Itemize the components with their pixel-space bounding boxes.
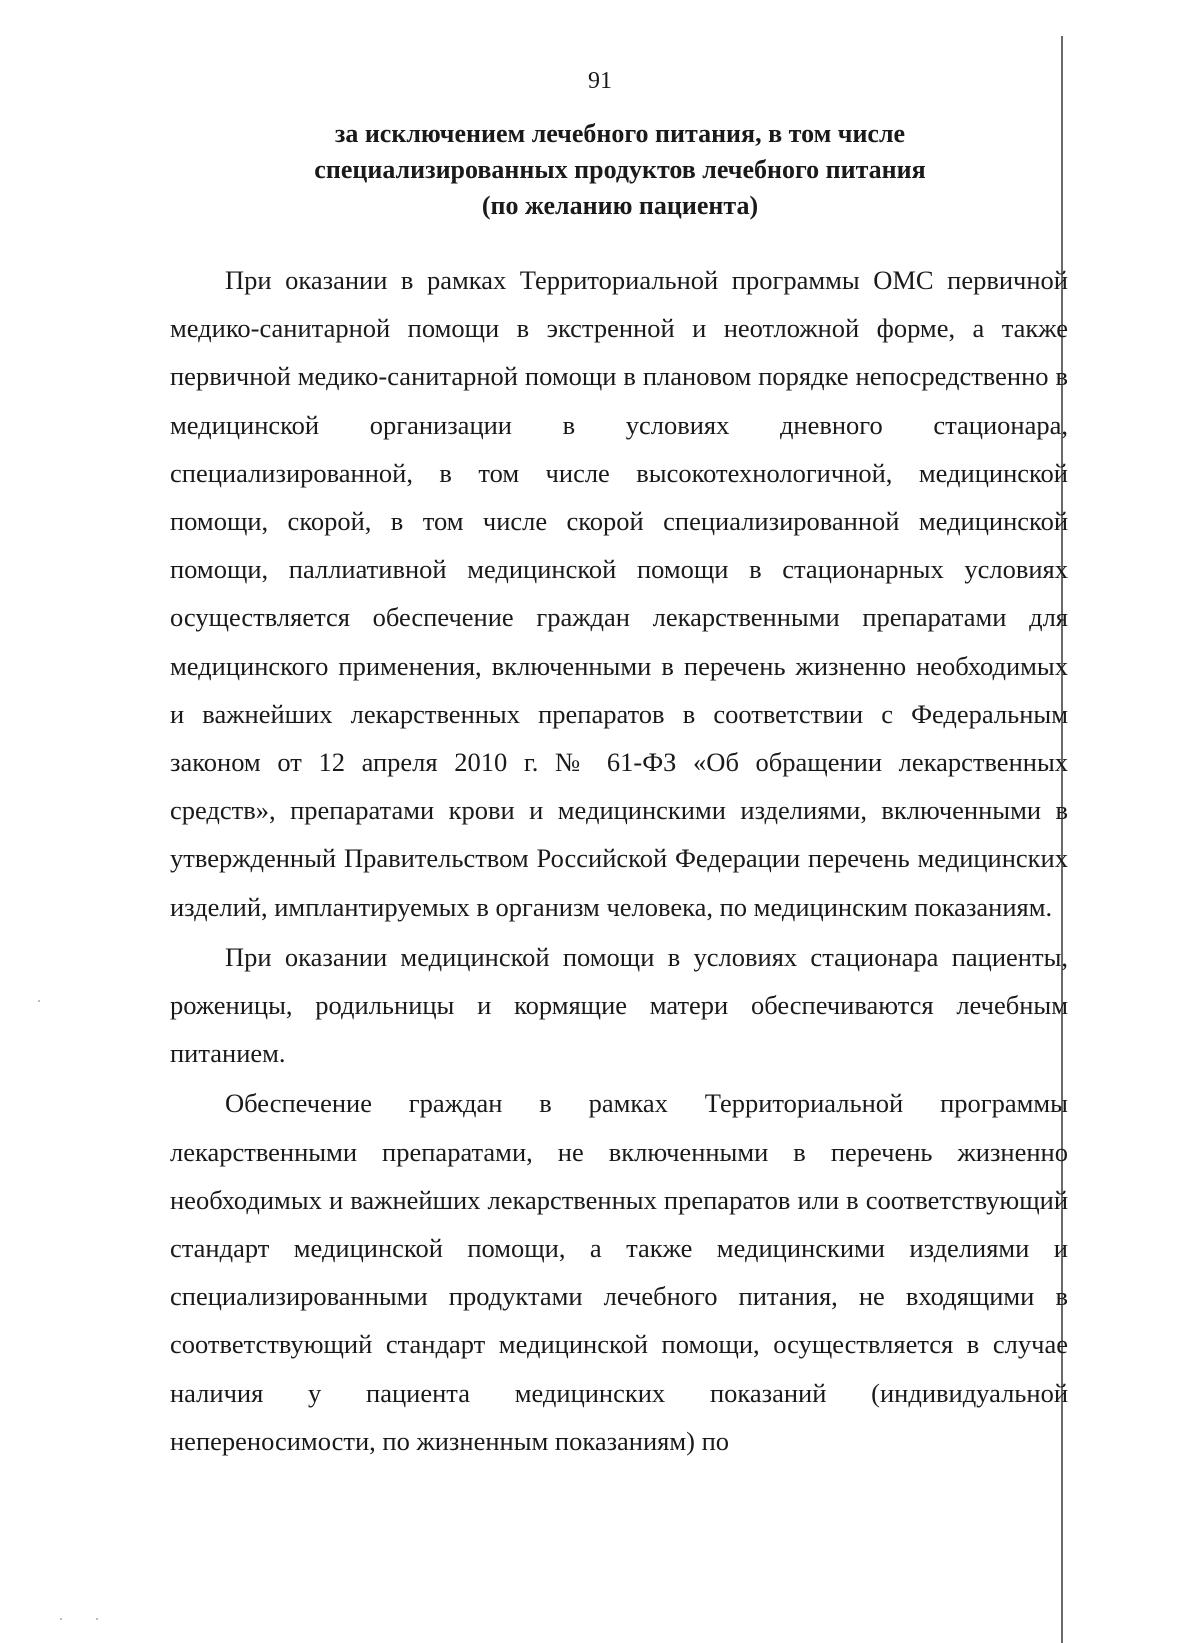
- scan-speck: [60, 1618, 62, 1620]
- scan-speck: [96, 1618, 98, 1620]
- scan-speck: [38, 1000, 40, 1002]
- paragraph: При оказании медицинской помощи в условиях стационара пациенты, роженицы, родильницы и кормящие матери обеспечиваются лечебным питанием.: [170, 941, 1068, 1069]
- body-text: [170, 256, 1068, 1465]
- heading-line: за исключением лечебного питания, в том числе: [334, 119, 906, 148]
- paragraph: При оказании в рамках Территориальной программы ОМС первичной медико-санитарной помощи в экстренной и неотложной форме, а также первичной медико-санитарной помощи в плановом порядке непосредственно в медицинской организации в условиях дневного стационара, специализированной, в том числе высокотехнологичной, медицинской помощи, скорой, в том числе скорой специализированной медицинской помощи, паллиативной медицинской помощи в стационарных условиях осуществляется обеспечение граждан лекарственными препаратами для медицинского применения, включенными в перечень жизненно необходимых и важнейших лекарственных препаратов в соответствии с Федеральным законом от 12 апреля 2010 г. № 61-ФЗ «Об обращении лекарственных средств», препаратами крови и медицинскими изделиями, включенными в утвержденный Правительством Российской Федерации перечень медицинских изделий, имплантируемых в организм человека, по медицинским показаниям.: [170, 265, 1068, 922]
- heading-line: (по желанию пациента): [481, 191, 759, 220]
- page-number: 91: [588, 68, 612, 94]
- paragraph: Обеспечение граждан в рамках Территориальной программы лекарственными препаратами, не включенными в перечень жизненно необходимых и важнейших лекарственных препаратов или в соответствующий стандарт медицинской помощи, а также медицинскими изделиями и специализированными продуктами лечебного питания, не входящими в соответствующий стандарт медицинской помощи, осуществляется в случае наличия у пациента медицинских показаний (индивидуальной непереносимости, по жизненным показаниям) по: [170, 1088, 1068, 1456]
- heading-line: специализированных продуктов лечебного питания: [314, 155, 926, 184]
- section-heading: [170, 116, 1070, 224]
